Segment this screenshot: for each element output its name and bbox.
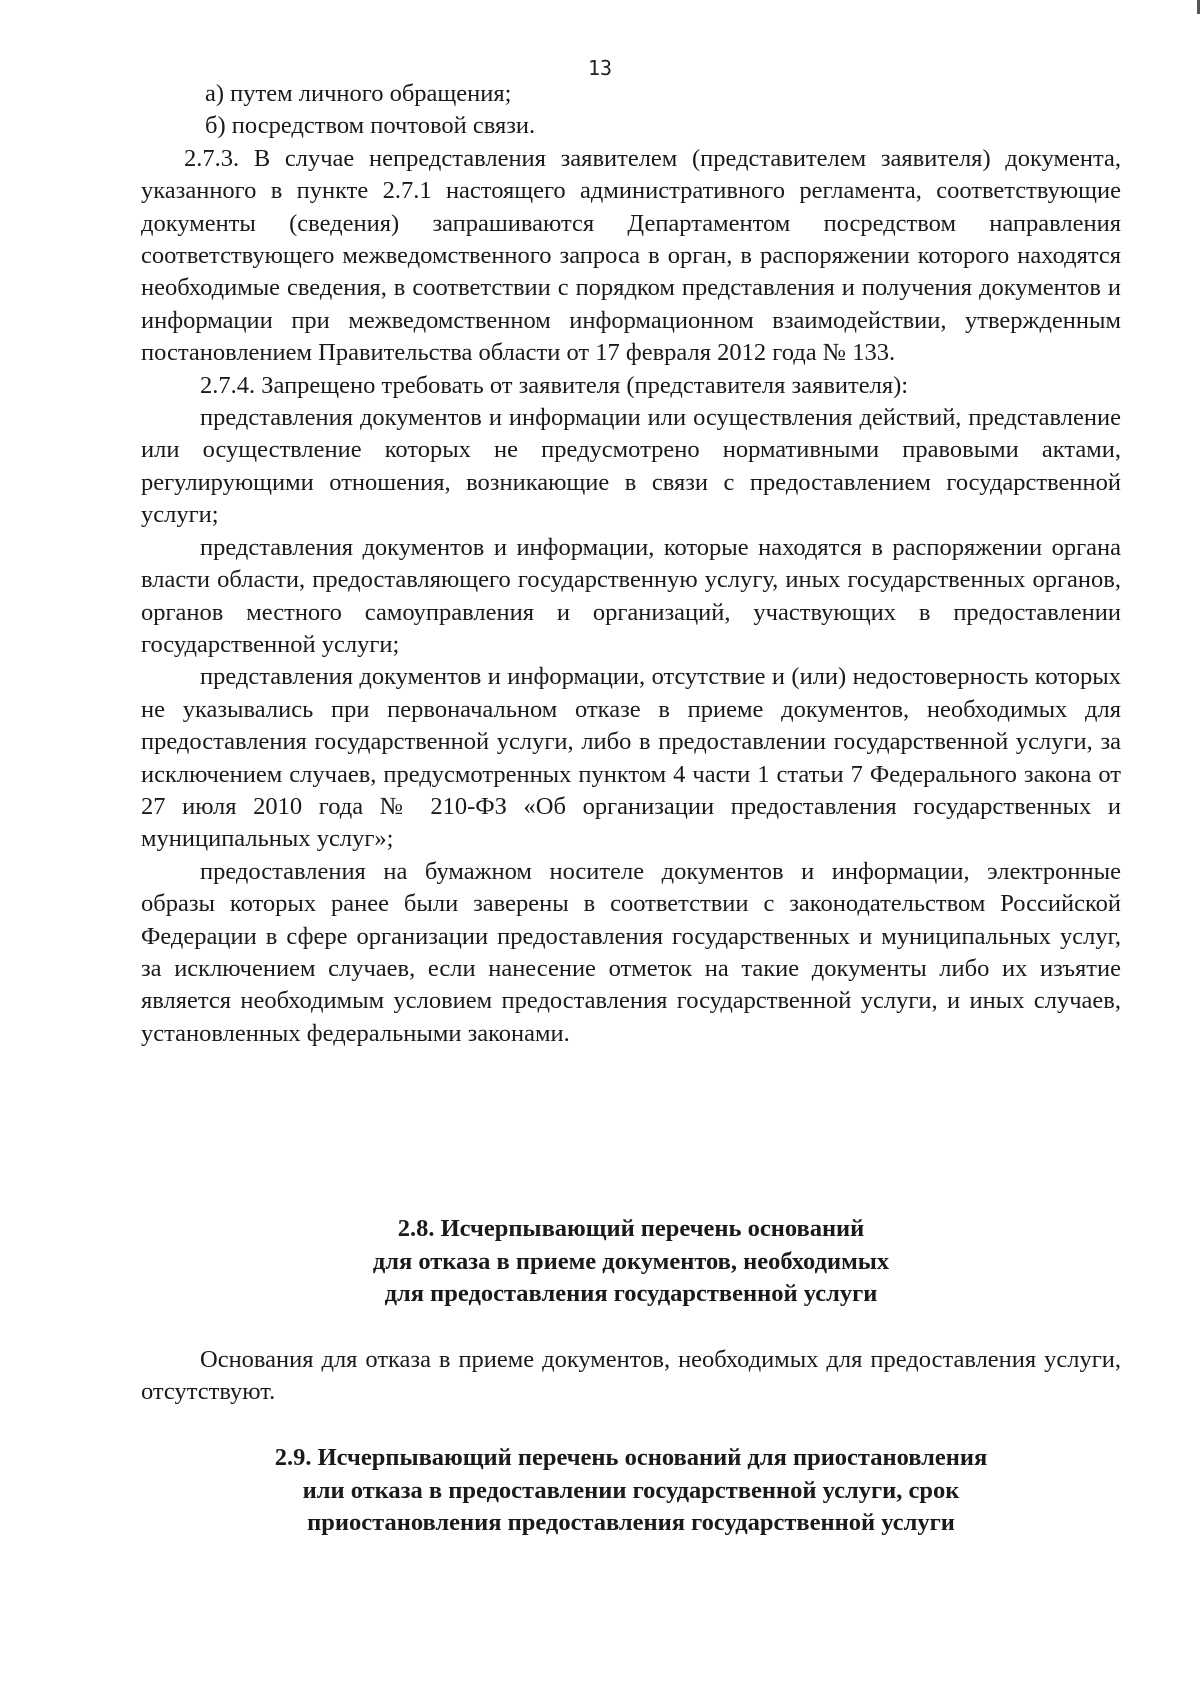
prohibited-item-1: представления документов и информации или осуществления действий, представление или осуществление которых не предусмотрено нормативными правовыми актами, регулирующими отношения, возникающие в связи с предоставлением государственной услуги; (141, 404, 1121, 529)
page-number: 13 (587, 56, 613, 80)
list-item-a: а) путем личного обращения; (205, 80, 512, 107)
section-2-9-heading-line: 2.9. Исчерпывающий перечень оснований для приостановления (274, 1444, 988, 1471)
section-2-8-heading (141, 1213, 1121, 1311)
section-2-8-paragraph: Основания для отказа в приеме документов, необходимых для предоставления услуги, отсутствуют. (141, 1346, 1121, 1406)
section-2-8-heading-line: 2.8. Исчерпывающий перечень оснований (397, 1215, 865, 1242)
section-2-8-heading-line: для предоставления государственной услуги (384, 1280, 878, 1307)
section-2-9-heading-line: приостановления предоставления государственной услуги (307, 1509, 955, 1536)
section-2-8-heading-line: для отказа в приеме документов, необходимых (372, 1247, 890, 1275)
paragraph-2-7-4: 2.7.4. Запрещено требовать от заявителя (представителя заявителя): (200, 371, 909, 399)
list-item-b: б) посредством почтовой связи. (205, 112, 536, 140)
section-2-9-heading-line: или отказа в предоставлении государственной услуги, срок (302, 1476, 960, 1504)
prohibited-item-4: предоставления на бумажном носителе документов и информации, электронные образы которых ранее были заверены в соответствии с законодательством Российской Федерации в сфере организации предоставления государственных и муниципальных услуг, за исключением случаев, если нанесение отметок на такие документы либо их изъятие является необходимым условием предоставления государственной услуги, и иных случаев, установленных федеральными законами. (141, 857, 1121, 1047)
paragraph-2-7-3: 2.7.3. В случае непредставления заявителем (представителем заявителя) документа, указанного в пункте 2.7.1 настоящего административного регламента, соответствующие документы (сведения) запрашиваются Департаментом посредством направления соответствующего межведомственного запроса в орган, в распоряжении которого находятся необходимые сведения, в соответствии с порядком представления и получения документов и информации при межведомственном информационном взаимодействии, утвержденным постановлением Правительства области от 17 февраля 2012 года № 133. (141, 144, 1121, 367)
body-text (141, 78, 1121, 1050)
section-2-9-heading (141, 1442, 1121, 1540)
prohibited-item-3: представления документов и информации, отсутствие и (или) недостоверность которых не указывались при первоначальном отказе в приеме документов, необходимых для предоставления государственной услуги, либо в предоставлении государственной услуги, за исключением случаев, предусмотренных пунктом 4 части 1 статьи 7 Федерального закона от 27 июля 2010 года № 210-ФЗ «Об организации предоставления государственных и муниципальных услуг»; (141, 663, 1121, 853)
prohibited-item-2: представления документов и информации, которые находятся в распоряжении органа власти области, предоставляющего государственную услугу, иных государственных органов, органов местного самоуправления и организаций, участвующих в предоставлении государственной услуги; (141, 533, 1121, 658)
section-2-8-text (141, 1344, 1121, 1409)
